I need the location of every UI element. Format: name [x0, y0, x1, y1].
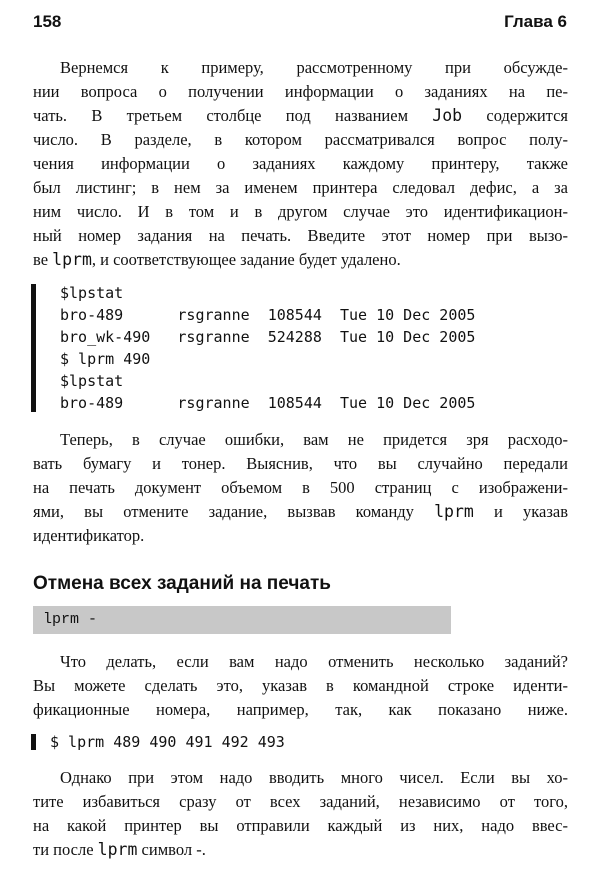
text-segment: и указав — [473, 502, 568, 521]
section-heading: Отмена всех заданий на печать — [33, 573, 331, 594]
paragraph-3-line-1: Что делать, если вам надо отменить несколько заданий? — [60, 652, 568, 671]
text-segment: содержится — [462, 106, 569, 125]
code-listing-bar — [31, 734, 36, 750]
text-segment: ве — [33, 250, 53, 269]
code-line: $ lprm 490 — [60, 350, 151, 368]
code-listing-bar — [31, 284, 36, 412]
text-segment: , и соответствующее задание будет удалено. — [91, 250, 401, 269]
page-number: 158 — [33, 12, 62, 31]
code-line: $ lprm 489 490 491 492 493 — [50, 733, 285, 751]
paragraph-2-line-2: вать бумагу и тонер. Выяснив, что вы случайно передали — [33, 454, 568, 473]
paragraph-4-line-3: на какой принтер вы отправили каждый из них, надо ввес- — [33, 816, 568, 835]
paragraph-1-line-5: чения информации о заданиях каждому принтеру, также — [33, 154, 568, 173]
paragraph-4-line-2: тите избавиться сразу от всех заданий, независимо от того, — [33, 792, 568, 811]
text-segment: символ -. — [137, 840, 206, 859]
code-line: bro_wk-490 rsgranne 524288 Tue 10 Dec 2005 — [60, 328, 476, 346]
paragraph-2-line-4 — [33, 502, 568, 522]
paragraph-1-line-1: Вернемся к примеру, рассмотренному при обсужде- — [60, 58, 568, 77]
paragraph-3-line-3: фикационные номера, например, так, как показано ниже. — [33, 700, 568, 719]
paragraph-1-line-9 — [33, 250, 401, 270]
code-line: $lpstat — [60, 372, 124, 390]
paragraph-1-line-6: был листинг; в нем за именем принтера следовал дефис, а за — [33, 178, 568, 197]
paragraph-4-line-1: Однако при этом надо вводить много чисел. Если вы хо- — [60, 768, 568, 787]
paragraph-1-line-8: ный номер задания на печать. Введите этот номер при вызо- — [33, 226, 568, 245]
paragraph-2-line-5: идентификатор. — [33, 526, 145, 545]
code-line: bro-489 rsgranne 108544 Tue 10 Dec 2005 — [60, 306, 476, 324]
command-syntax: lprm - — [43, 611, 98, 628]
inline-code-lprm: lprm — [434, 502, 474, 521]
inline-code-lprm: lprm — [97, 840, 138, 859]
inline-code-lprm: lprm — [52, 250, 92, 269]
text-segment: ти после — [33, 840, 98, 859]
inline-code-job: Job — [432, 106, 463, 125]
paragraph-1-line-3 — [33, 106, 568, 126]
paragraph-3-line-2: Вы можете сделать это, указав в командной строке иденти- — [33, 676, 568, 695]
paragraph-2-line-3: на печать документ объемом в 500 страниц с изображени- — [33, 478, 568, 497]
code-line: bro-489 rsgranne 108544 Tue 10 Dec 2005 — [60, 394, 476, 412]
page-header — [33, 12, 567, 36]
paragraph-1-line-4: число. В разделе, в котором рассматривался вопрос полу- — [33, 130, 568, 149]
command-syntax-box — [33, 606, 451, 634]
paragraph-1-line-2: нии вопроса о получении информации о заданиях на пе- — [33, 82, 568, 101]
paragraph-1-line-7: ним число. И в том и в другом случае это идентификацион- — [33, 202, 568, 221]
chapter-label: Глава 6 — [504, 12, 567, 31]
code-line: $lpstat — [60, 284, 124, 302]
paragraph-4-line-4 — [33, 840, 206, 860]
paragraph-2-line-1: Теперь, в случае ошибки, вам не придется зря расходо- — [60, 430, 568, 449]
text-segment: чать. В третьем столбце под названием — [33, 106, 433, 125]
text-segment: ями, вы отмените задание, вызвав команду — [33, 502, 435, 521]
